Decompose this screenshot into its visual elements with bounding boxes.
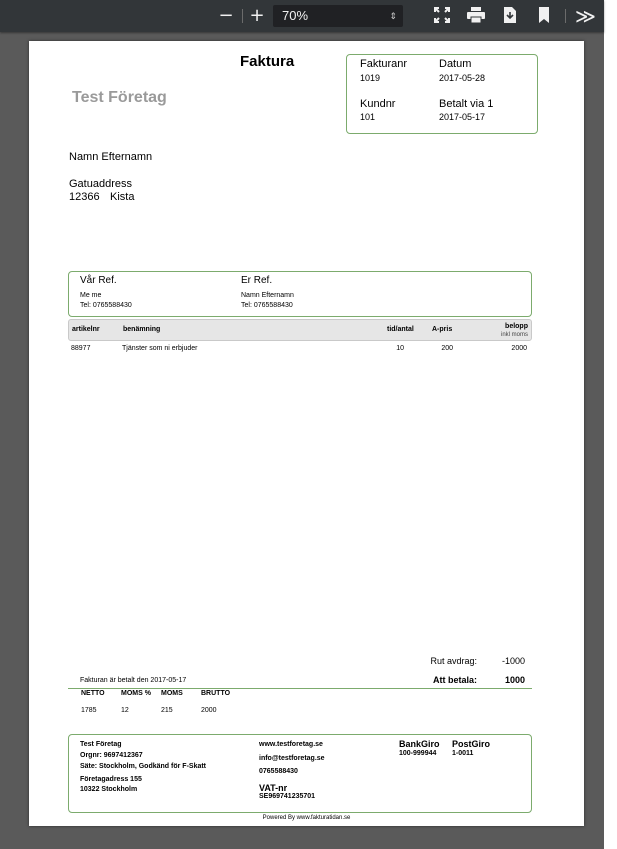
footer-bankgiro-label: BankGiro <box>399 739 440 749</box>
our-ref-tel: Tel: 0765588430 <box>80 302 132 309</box>
paid-label: Betalt via 1 <box>439 98 494 110</box>
col-amount: belopp <box>505 323 528 330</box>
fit-page-icon[interactable] <box>433 6 451 26</box>
references-box <box>68 271 532 317</box>
recipient-city: Kista <box>110 191 135 203</box>
zoom-in-button[interactable]: + <box>249 5 265 26</box>
vat-header-netto: NETTO <box>81 690 105 697</box>
company-name: Test Företag <box>72 89 167 106</box>
footer-email: info@testforetag.se <box>259 755 325 762</box>
download-icon[interactable] <box>502 6 518 26</box>
recipient-street: Gatuaddress <box>69 178 132 190</box>
footer-postal-city: 10322 Stockholm <box>80 786 138 793</box>
invoice-no-label: Fakturanr <box>360 58 408 70</box>
footer-address: Företagadress 155 <box>80 776 142 783</box>
invoice-page <box>29 41 584 826</box>
footer-web: www.testforetag.se <box>259 741 323 748</box>
invoice-date: 2017-05-28 <box>439 73 486 83</box>
date-label: Datum <box>439 58 472 70</box>
footer-box <box>68 734 532 813</box>
customer-no-label: Kundnr <box>360 98 396 110</box>
vat-moms-percent: 12 <box>121 707 129 714</box>
col-description: benämning <box>123 326 161 333</box>
vat-netto: 1785 <box>81 707 97 714</box>
zoom-out-button[interactable]: − <box>218 5 234 26</box>
footer-postgiro-label: PostGiro <box>452 739 491 749</box>
paid-date: 2017-05-17 <box>439 112 486 122</box>
print-icon[interactable] <box>466 6 486 26</box>
row-article: 88977 <box>71 345 91 352</box>
col-article: artikelnr <box>72 326 100 333</box>
to-pay-value: 1000 <box>504 675 525 685</box>
our-ref-name: Me me <box>80 292 102 299</box>
footer-seat: Säte: Stockholm, Godkänd för F-Skatt <box>80 763 207 770</box>
your-ref-name: Namn Efternamn <box>241 292 294 299</box>
col-qty: tid/antal <box>387 326 414 333</box>
footer-phone: 0765588430 <box>259 768 298 775</box>
chevron-updown-icon: ⇕ <box>389 11 397 21</box>
invoice-meta-box <box>346 54 538 134</box>
footer-vat-no: SE969741235701 <box>259 793 316 800</box>
table-row <box>68 345 530 357</box>
recipient-postal: 12366 <box>69 191 100 203</box>
vat-header-moms-percent: MOMS % <box>121 690 151 697</box>
zoom-value: 70% <box>282 8 309 23</box>
toolbar <box>0 0 604 32</box>
rut-value: -1000 <box>501 656 525 666</box>
vat-header-brutto: BRUTTO <box>201 690 231 697</box>
vat-brutto: 2000 <box>201 707 217 714</box>
vat-header-moms: MOMS <box>161 690 183 697</box>
recipient-name: Namn Efternamn <box>69 151 153 163</box>
footer-postgiro: 1-0011 <box>452 750 474 757</box>
footer-orgnr: Orgnr: 9697412367 <box>80 752 143 759</box>
row-description: Tjänster som ni erbjuder <box>122 345 198 352</box>
paid-note: Fakturan är betalt den 2017-05-17 <box>80 677 187 684</box>
toolbar-divider <box>565 9 566 23</box>
powered-by: Powered By www.fakturatidan.se <box>262 815 351 821</box>
zoom-select[interactable] <box>273 5 403 27</box>
table-header <box>68 319 532 341</box>
bookmark-icon[interactable] <box>537 6 551 26</box>
row-price: 200 <box>441 345 453 352</box>
toolbar-divider <box>242 9 243 23</box>
vat-moms: 215 <box>161 707 173 714</box>
invoice-title: Faktura <box>240 53 295 70</box>
footer-vat-label: VAT-nr <box>259 783 288 793</box>
more-icon[interactable]: ≫ <box>575 4 596 28</box>
customer-no: 101 <box>360 112 376 122</box>
to-pay-label: Att betala: <box>432 675 477 685</box>
col-price: A-pris <box>432 326 453 333</box>
row-amount: 2000 <box>511 345 527 352</box>
your-ref-tel: Tel: 0765588430 <box>241 302 293 309</box>
invoice-no: 1019 <box>360 73 381 83</box>
divider <box>68 688 532 689</box>
rut-label: Rut avdrag: <box>430 656 477 666</box>
row-qty: 10 <box>396 345 404 352</box>
our-ref-label: Vår Ref. <box>80 275 117 286</box>
col-amount-note: inkl moms <box>500 332 528 338</box>
your-ref-label: Er Ref. <box>241 275 273 286</box>
footer-company: Test Företag <box>80 741 122 748</box>
footer-bankgiro: 100-999944 <box>399 750 437 757</box>
